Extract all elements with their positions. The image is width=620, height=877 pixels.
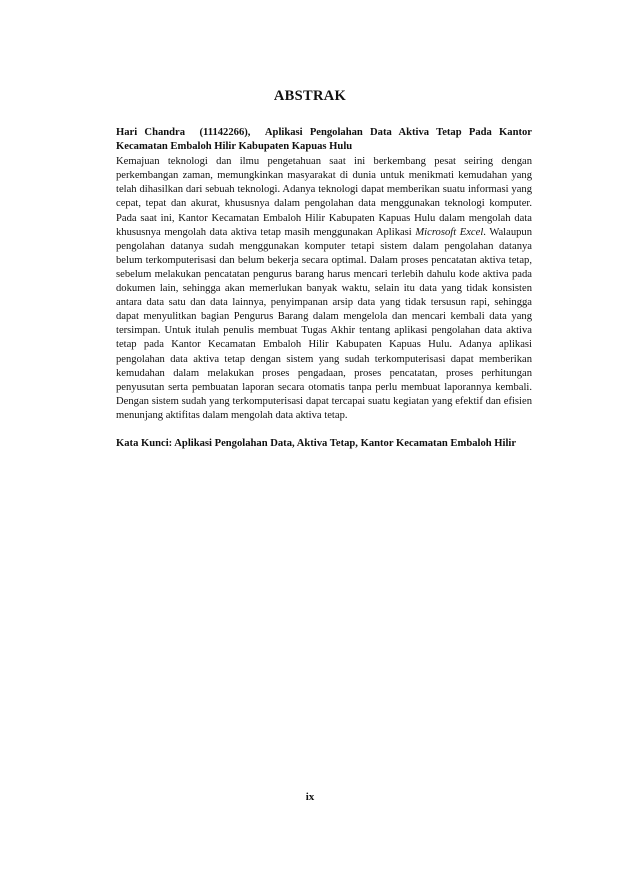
citation-author: Hari Chandra — [116, 127, 186, 138]
citation — [116, 126, 532, 154]
keywords: Kata Kunci: Aplikasi Pengolahan Data, Aktiva Tetap, Kantor Kecamatan Embaloh Hilir — [116, 437, 517, 449]
abstract-body — [116, 155, 532, 423]
citation-thesis-title: Aplikasi Pengolahan Data Aktiva Tetap Pada Kantor Kecamatan Embaloh Hilir Kabupaten Kapuas Hulu — [116, 127, 532, 153]
abstract-text-part1: Kemajuan teknologi dan ilmu pengetahuan saat ini berkembang pesat seiring dengan perkembangan zaman, memungkinkan masyarakat di dunia untuk menikmati kemudahan yang telah dihasilkan dari sebuah teknologi. Adanya teknologi dapat memberikan suatu informasi yang cepat, tepat dan akurat, khususnya dalam pengolahan data menggunakan teknologi komputer. Pada saat ini, Kantor Kecamatan Embaloh Hilir Kabupaten Kapuas Hulu dalam mengolah data khususnya mengolah data aktiva tetap masih menggunakan Aplikasi — [116, 156, 532, 238]
abstract-content — [116, 126, 532, 451]
abstract-text-part2: . Walaupun pengolahan datanya sudah menggunakan komputer tetapi sistem dalam pengolahan datanya belum terkomputerisasi dan belum bekerja secara optimal. Dalam proses pencatatan aktiva tetap, sebelum melakukan pencatatan pengurus barang harus mencari terlebih dahulu kode aktiva pada dokumen lain, sehingga akan memerlukan banyak waktu, selain itu data yang tidak konsisten antara data satu dan data lainnya, penyimpanan arsip data yang tidak tersusun rapi, sehingga dapat menyulitkan bagian Pengurus Barang dalam mengelola dan mencari kembali data yang tersimpan. Untuk itulah penulis membuat Tugas Akhir tentang aplikasi pengolahan data aktiva tetap pada Kantor Kecamatan Embaloh Hilir Kabupaten Kapuas Hulu. Adanya aplikasi pengolahan data aktiva tetap dengan sistem yang sudah terkomputerisasi dapat memberikan kemudahan dalam melakukan proses pengadaan, proses pencatatan, proses perhitungan penyusutan serta pembuatan laporan secara otomatis tanpa perlu membuat laporannya kembali. Dengan sistem sudah yang terkomputerisasi dapat tercapai suatu kegiatan yang efektif dan efisien menunjang aktifitas dalam mengolah data aktiva tetap. — [116, 226, 533, 421]
page-title: ABSTRAK — [273, 88, 347, 104]
citation-nim: (11142266), — [199, 127, 251, 138]
abstract-emphasis: Microsoft Excel — [415, 226, 484, 238]
page-number: ix — [305, 791, 315, 803]
